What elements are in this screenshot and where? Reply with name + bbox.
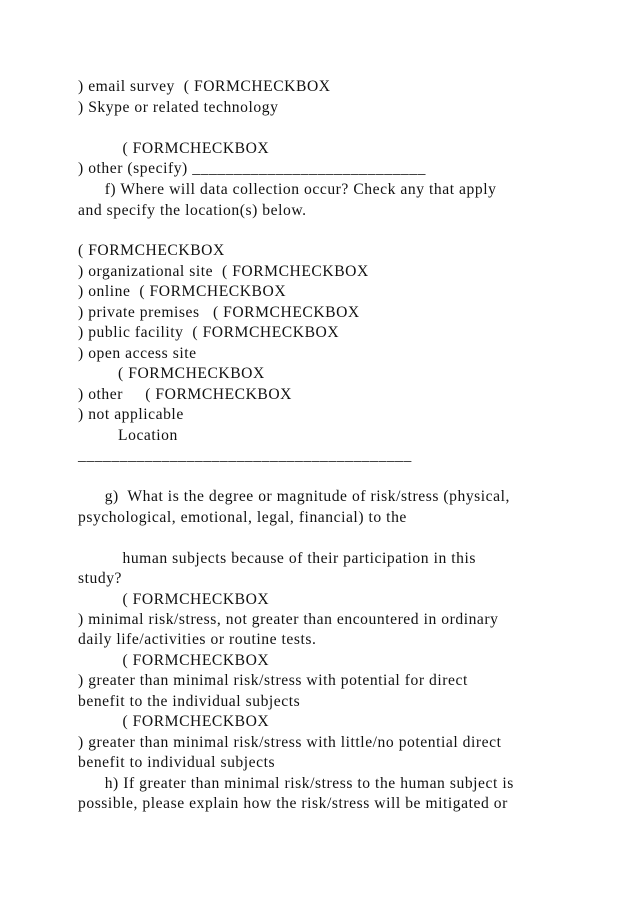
text-line: ) private premises ( FORMCHECKBOX — [78, 304, 360, 321]
text-line: ) other (specify) ____________________________ — [78, 160, 426, 177]
text-line: ( FORMCHECKBOX — [78, 713, 270, 730]
text-line: ) online ( FORMCHECKBOX — [78, 283, 287, 300]
text-line: g) What is the degree or magnitude of risk/stress (physical, — [78, 488, 510, 505]
text-line: ( FORMCHECKBOX — [78, 242, 225, 259]
text-line: ) Skype or related technology — [78, 99, 279, 116]
text-line: ) greater than minimal risk/stress with little/no potential direct — [78, 734, 502, 751]
text-line: ________________________________________ — [78, 447, 412, 464]
text-line: ) open access site — [78, 345, 197, 362]
text-line: Location — [78, 427, 178, 444]
text-line: benefit to the individual subjects — [78, 693, 301, 710]
text-line: ) organizational site ( FORMCHECKBOX — [78, 263, 369, 280]
text-line: ( FORMCHECKBOX — [78, 365, 265, 382]
text-line: benefit to individual subjects — [78, 754, 276, 771]
text-line: ( FORMCHECKBOX — [78, 591, 270, 608]
text-line: ) email survey ( FORMCHECKBOX — [78, 78, 331, 95]
text-line: possible, please explain how the risk/stress will be mitigated or — [78, 795, 508, 812]
text-line: and specify the location(s) below. — [78, 202, 307, 219]
text-line: daily life/activities or routine tests. — [78, 631, 317, 648]
text-line: f) Where will data collection occur? Check any that apply — [78, 181, 497, 198]
text-line: study? — [78, 570, 123, 587]
text-line: psychological, emotional, legal, financial) to the — [78, 509, 407, 526]
text-line: ) public facility ( FORMCHECKBOX — [78, 324, 340, 341]
text-line: ) not applicable — [78, 406, 184, 423]
text-line: ) other ( FORMCHECKBOX — [78, 386, 292, 403]
text-line: ( FORMCHECKBOX — [78, 652, 270, 669]
text-line: ) greater than minimal risk/stress with potential for direct — [78, 672, 468, 689]
text-line: human subjects because of their participation in this — [78, 550, 476, 567]
text-line: h) If greater than minimal risk/stress to the human subject is — [78, 775, 514, 792]
text-line: ( FORMCHECKBOX — [78, 140, 270, 157]
text-line: ) minimal risk/stress, not greater than encountered in ordinary — [78, 611, 499, 628]
